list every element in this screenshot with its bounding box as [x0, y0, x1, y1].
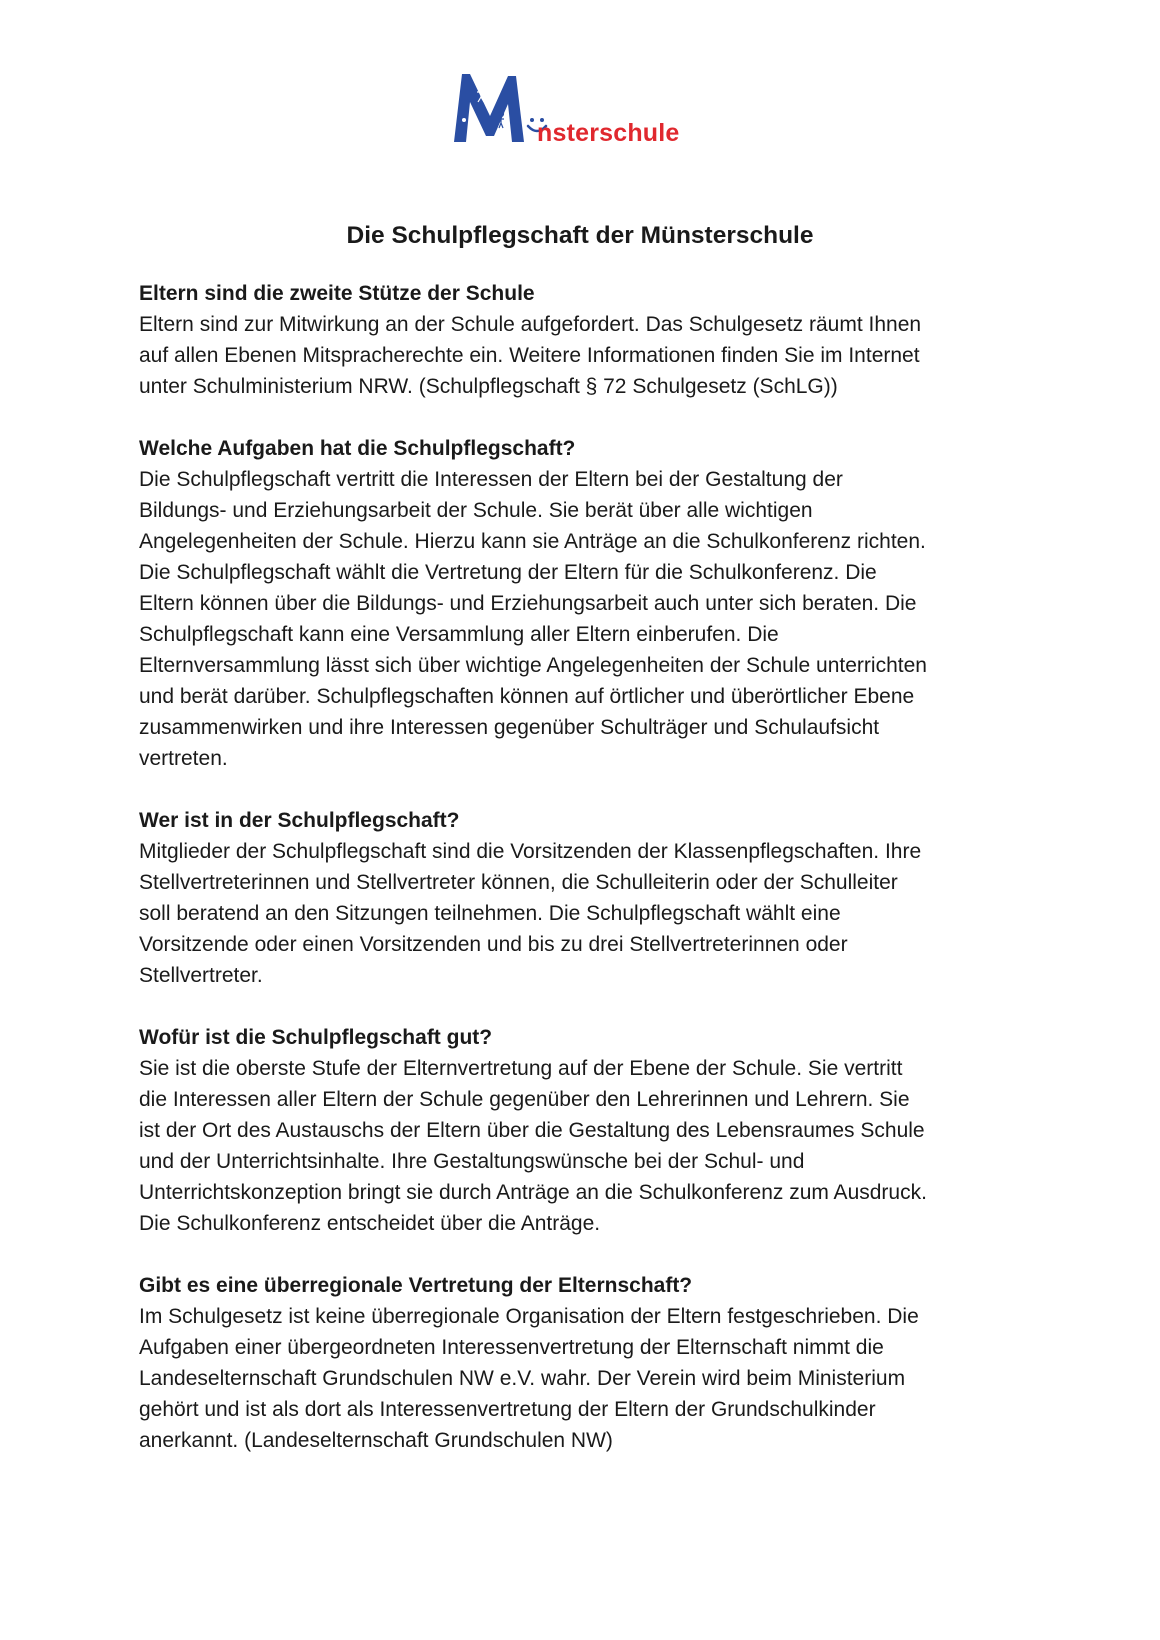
paragraph-line: Im Schulgesetz ist keine überregionale Organisation der Eltern festgeschrieben. Die [139, 1305, 919, 1328]
logo-wordmark: nsterschule [537, 119, 680, 147]
paragraph-line: Die Schulpflegschaft wählt die Vertretung der Eltern für die Schulkonferenz. Die [139, 561, 877, 584]
paragraph-line: Unterrichtskonzeption bringt sie durch Anträge an die Schulkonferenz zum Ausdruck. [139, 1181, 927, 1204]
paragraph-line: vertreten. [139, 747, 228, 770]
paragraph-line: Stellvertreter. [139, 964, 263, 987]
document-body [139, 278, 1039, 1487]
paragraph-line: ist der Ort des Austauschs der Eltern über die Gestaltung des Lebensraumes Schule [139, 1119, 925, 1142]
paragraph-line: anerkannt. (Landeselternschaft Grundschulen NW) [139, 1429, 613, 1452]
school-logo [448, 68, 728, 150]
paragraph-line: unter Schulministerium NRW. (Schulpflegschaft § 72 Schulgesetz (SchLG)) [139, 375, 838, 398]
paragraph-line: und der Unterrichtsinhalte. Ihre Gestaltungswünsche bei der Schul- und [139, 1150, 805, 1173]
paragraph-line: Sie ist die oberste Stufe der Elternvertretung auf der Ebene der Schule. Sie vertritt [139, 1057, 903, 1080]
paragraph-line: Die Schulpflegschaft vertritt die Interessen der Eltern bei der Gestaltung der [139, 468, 843, 491]
section-heading: Welche Aufgaben hat die Schulpflegschaft? [139, 437, 576, 460]
paragraph-line: Angelegenheiten der Schule. Hierzu kann sie Anträge an die Schulkonferenz richten. [139, 530, 926, 553]
section [139, 1022, 1039, 1239]
paragraph-line: gehört und ist als dort als Interessenvertretung der Eltern der Grundschulkinder [139, 1398, 876, 1421]
paragraph-line: die Interessen aller Eltern der Schule gegenüber den Lehrerinnen und Lehrern. Sie [139, 1088, 910, 1111]
paragraph-line: Elternversammlung lässt sich über wichtige Angelegenheiten der Schule unterrichten [139, 654, 927, 677]
section [139, 278, 1039, 402]
section-heading: Wofür ist die Schulpflegschaft gut? [139, 1026, 493, 1049]
document-title: Die Schulpflegschaft der Münsterschule [346, 222, 814, 249]
paragraph-line: Stellvertreterinnen und Stellvertreter können, die Schulleiterin oder der Schulleiter [139, 871, 898, 894]
paragraph-line: auf allen Ebenen Mitspracherechte ein. Weitere Informationen finden Sie im Internet [139, 344, 920, 367]
paragraph-line: Eltern sind zur Mitwirkung an der Schule aufgefordert. Das Schulgesetz räumt Ihnen [139, 313, 922, 336]
paragraph-line: und berät darüber. Schulpflegschaften können auf örtlicher und überörtlicher Ebene [139, 685, 915, 708]
section-heading: Wer ist in der Schulpflegschaft? [139, 809, 460, 832]
paragraph-line: Schulpflegschaft kann eine Versammlung aller Eltern einberufen. Die [139, 623, 779, 646]
paragraph-line: Bildungs- und Erziehungsarbeit der Schule. Sie berät über alle wichtigen [139, 499, 813, 522]
paragraph-line: zusammenwirken und ihre Interessen gegenüber Schulträger und Schulaufsicht [139, 716, 880, 739]
paragraph-line: Landeselternschaft Grundschulen NW e.V. wahr. Der Verein wird beim Ministerium [139, 1367, 906, 1390]
section-heading: Gibt es eine überregionale Vertretung der Elternschaft? [139, 1274, 693, 1297]
section-heading: Eltern sind die zweite Stütze der Schule [139, 282, 535, 305]
logo-m-mark [448, 68, 548, 148]
section [139, 805, 1039, 991]
paragraph-line: Eltern können über die Bildungs- und Erziehungsarbeit auch unter sich beraten. Die [139, 592, 917, 615]
paragraph-line: Die Schulkonferenz entscheidet über die Anträge. [139, 1212, 601, 1235]
paragraph-line: Aufgaben einer übergeordneten Interessenvertretung der Elternschaft nimmt die [139, 1336, 884, 1359]
section [139, 433, 1039, 774]
paragraph-line: Vorsitzende oder einen Vorsitzenden und bis zu drei Stellvertreterinnen oder [139, 933, 848, 956]
paragraph-line: Mitglieder der Schulpflegschaft sind die Vorsitzenden der Klassenpflegschaften. Ihre [139, 840, 922, 863]
section [139, 1270, 1039, 1456]
paragraph-line: soll beratend an den Sitzungen teilnehmen. Die Schulpflegschaft wählt eine [139, 902, 841, 925]
